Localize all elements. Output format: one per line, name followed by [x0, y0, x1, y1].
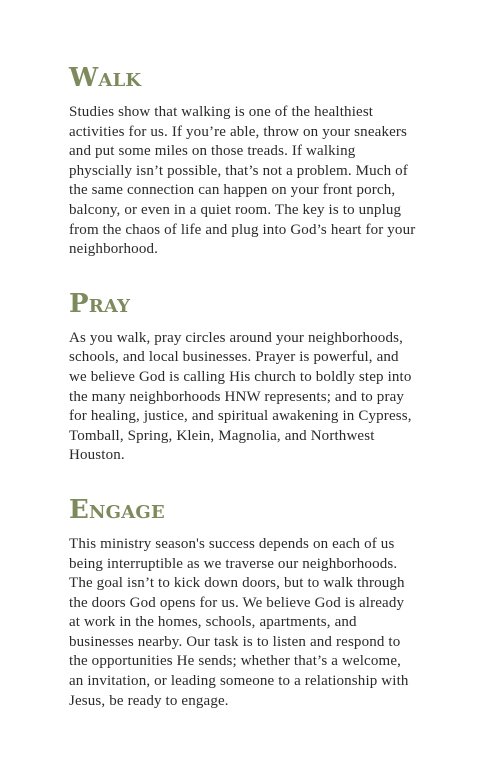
text-line: Houston.: [69, 447, 125, 464]
text-line: Studies show that walking is one of the healthiest: [69, 104, 374, 120]
document-page: [69, 63, 437, 711]
section-heading-engage: Engage: [69, 494, 165, 525]
text-line: neighborhood.: [69, 241, 159, 258]
text-line: an invitation, or leading someone to a relationship with: [69, 673, 409, 690]
section-engage: [69, 495, 437, 711]
text-line: balcony, or even in a quiet room. The key is to unplug: [69, 201, 402, 218]
text-line: being interruptible as we traverse our neighborhoods.: [69, 555, 398, 572]
text-line: the doors God opens for us. We believe God is already: [69, 594, 405, 611]
text-line: Jesus, be ready to engage.: [69, 692, 229, 709]
section-walk: [69, 63, 437, 260]
section-heading-walk: Walk: [69, 63, 142, 93]
text-line: the opportunities He sends; whether that’s a welcome,: [69, 653, 402, 670]
text-line: from the chaos of life and plug into God’s heart for your: [69, 221, 416, 238]
text-line: The goal isn’t to kick down doors, but to walk through: [69, 575, 405, 592]
section-body-pray: [69, 329, 437, 466]
text-line: As you walk, pray circles around your neighborhoods,: [69, 329, 403, 346]
text-line: Tomball, Spring, Klein, Magnolia, and Northwest: [69, 427, 375, 444]
section-pray: [69, 289, 437, 466]
text-line: we believe God is calling His church to boldly step into: [69, 368, 412, 385]
text-line: activities for us. If you’re able, throw on your sneakers: [69, 123, 408, 140]
text-line: the many neighborhoods HNW represents; and to pray: [69, 388, 405, 405]
text-line: physcially isn’t possible, that’s not a problem. Much of: [69, 162, 408, 179]
section-body-engage: [69, 535, 437, 711]
text-line: for healing, justice, and spiritual awakening in Cypress,: [69, 408, 412, 425]
text-line: schools, and local businesses. Prayer is powerful, and: [69, 349, 399, 366]
section-body-walk: [69, 103, 437, 260]
text-line: and put some miles on those treads. If walking: [69, 143, 356, 160]
text-line: This ministry season's success depends on each of us: [69, 535, 395, 552]
text-line: the same connection can happen on your front porch,: [69, 182, 396, 199]
text-line: businesses nearby. Our task is to listen and respond to: [69, 633, 401, 650]
text-line: at work in the homes, schools, apartments, and: [69, 614, 357, 631]
section-heading-pray: Pray: [69, 288, 131, 319]
